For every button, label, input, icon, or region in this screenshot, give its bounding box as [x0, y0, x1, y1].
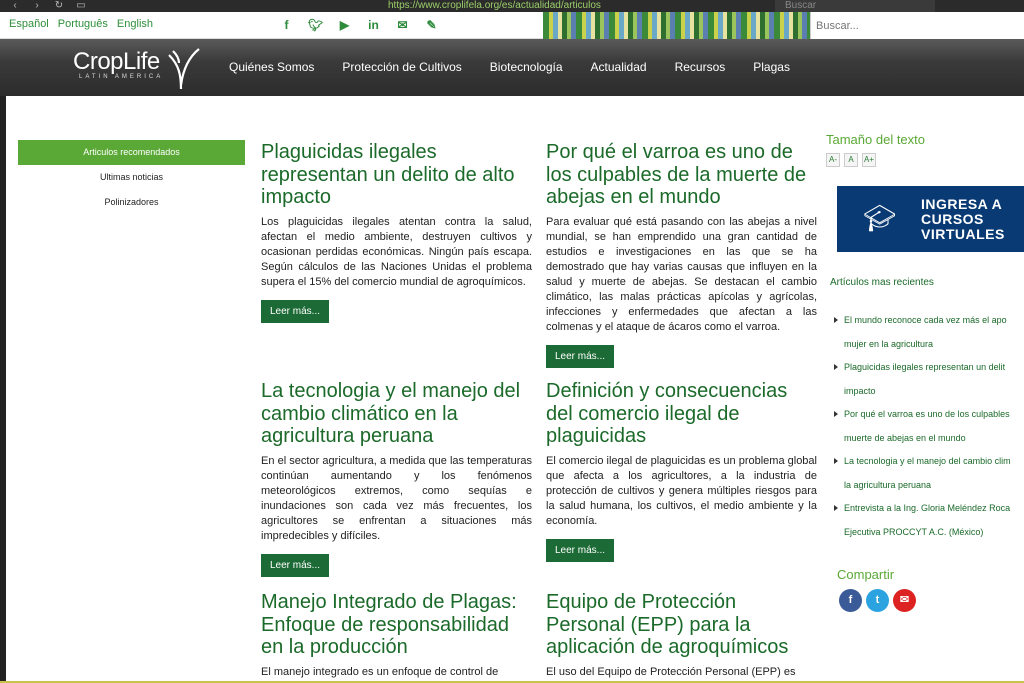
logo-subtitle: LATIN AMERICA [79, 74, 164, 80]
recent-article-link-cont[interactable]: Ejecutiva PROCCYT A.C. (México) [844, 526, 984, 537]
sidebar-item-polinizadores[interactable]: Polinizadores [104, 197, 159, 207]
nav-recursos[interactable]: Recursos [674, 60, 726, 74]
article-title[interactable]: La tecnologia y el manejo del cambio climático en la agricultura peruana [261, 380, 521, 447]
top-bar [0, 12, 1024, 39]
article-excerpt: Para evaluar qué está pasando con las abejas a nivel mundial, se han emprendido una gran cantidad de estudios e investigaciones en las que se ha demostrado que hay varias causas que influyen en la salud y muerte de abejas. Se destacan el cambio climático, las malas prácticas apícolas y agrícolas, infecciones y enfermedades que afectan a las colmenas y el ataque de ácaros como el varroa. [546, 215, 817, 333]
browser-chrome [0, 0, 1024, 12]
share-title: Compartir [837, 567, 895, 582]
banner-text: INGRESA A CURSOS VIRTUALES [921, 196, 1005, 242]
article-title[interactable]: Equipo de Protección Personal (EPP) para la aplicación de agroquímicos [546, 591, 789, 658]
article-excerpt: En el sector agricultura, a medida que las temperaturas continúan aumentando y los fenómenos meteorológicos extremos, como sequías e inundaciones son cada vez más frecuentes, los agricultores se enfrentan a situaciones más impredecibles y difíciles. [261, 454, 532, 542]
article-excerpt: El uso del Equipo de Protección Personal (EPP) es [546, 665, 796, 678]
croplife-logo[interactable] [73, 48, 163, 80]
leaf-icon [161, 45, 201, 89]
pencil-icon[interactable]: ✎ [426, 18, 437, 32]
article-title[interactable]: Manejo Integrado de Plagas: Enfoque de responsabilidad en la producción [261, 591, 517, 658]
language-selector [9, 18, 153, 30]
article-card [546, 380, 817, 562]
virtual-courses-banner[interactable] [837, 186, 1024, 252]
browser-search-input[interactable]: Buscar [775, 0, 935, 12]
language-pt[interactable]: Português [57, 18, 108, 30]
read-more-button[interactable]: Leer más... [261, 554, 329, 577]
main-nav [229, 60, 818, 74]
graduation-cap-icon: 🎓︎ [863, 203, 897, 233]
site-header [0, 39, 1024, 96]
article-excerpt: El comercio ilegal de plaguicidas es un problema global que afecta a los agricultores, a la industria de protección de cultivos y genera múltiples riesgos para la salud humana, los cultivos, el medio ambiente y la economía. [546, 454, 817, 527]
facebook-icon[interactable]: f [284, 18, 289, 32]
text-size-title: Tamaño del texto [826, 132, 926, 147]
nav-quienes-somos[interactable]: Quiénes Somos [229, 60, 315, 74]
text-size-panel [826, 132, 1024, 167]
nav-proteccion-cultivos[interactable]: Protección de Cultivos [342, 60, 462, 74]
share-buttons [839, 589, 916, 612]
email-icon[interactable]: ✉ [893, 589, 916, 612]
sidebar-item-articulos-recomendados[interactable]: Articulos recomendados [18, 140, 245, 165]
sidebar-item-ultimas-noticias[interactable]: Ultimas noticias [99, 172, 164, 182]
recent-articles-title: Artículos mas recientes [830, 277, 934, 288]
reload-icon[interactable]: ↻ [54, 0, 64, 11]
article-card [546, 591, 817, 680]
youtube-icon[interactable]: ▶ [339, 18, 350, 32]
email-icon[interactable]: ✉ [397, 18, 408, 32]
recent-article-link[interactable]: Plaguicidas ilegales representan un delit [833, 356, 1024, 380]
nav-actualidad[interactable]: Actualidad [590, 60, 647, 74]
twitter-icon[interactable]: t [866, 589, 889, 612]
nav-biotecnologia[interactable]: Biotecnología [489, 60, 563, 74]
forward-icon[interactable]: › [35, 0, 39, 11]
language-es[interactable]: Español [9, 18, 49, 30]
read-more-button[interactable]: Leer más... [546, 345, 614, 368]
social-links [272, 17, 446, 33]
recent-article-link[interactable]: El mundo reconoce cada vez más el apo [833, 309, 1024, 333]
article-card [261, 380, 532, 577]
url-bar[interactable]: https://www.croplifela.org/es/actualidad/articulos [388, 0, 601, 11]
facebook-icon[interactable]: f [839, 589, 862, 612]
language-en[interactable]: English [116, 18, 153, 30]
read-more-button[interactable]: Leer más... [261, 300, 329, 323]
logo-text: CropLife [73, 48, 160, 75]
recent-article-link[interactable]: Por qué el varroa es uno de los culpables [833, 403, 1024, 427]
text-size-reset-button[interactable]: A [844, 153, 858, 167]
recent-article-link-cont[interactable]: impacto [844, 385, 876, 396]
article-excerpt: El manejo integrado es un enfoque de control de [261, 665, 499, 678]
recent-articles-list [833, 309, 1024, 544]
article-card [546, 141, 817, 368]
decorative-banner [543, 12, 810, 39]
article-excerpt: Los plaguicidas ilegales atentan contra la salud, afectan el medio ambiente, destruyen cultivos y ocasionan perdidas económicas. Ningún país escapa. Según cálculos de las Naciones Unidas el problema supera el 15% del comercio mundial de agroquímicos. [261, 215, 532, 288]
read-more-button[interactable]: Leer más... [546, 539, 614, 562]
nav-plagas[interactable]: Plagas [753, 60, 790, 74]
text-size-buttons [826, 153, 1024, 167]
article-card [261, 141, 532, 323]
recent-article-link-cont[interactable]: muerte de abejas en el mundo [844, 432, 966, 443]
recent-article-link-cont[interactable]: mujer en la agricultura [844, 338, 934, 349]
text-size-increase-button[interactable]: A+ [862, 153, 876, 167]
twitter-icon[interactable]: 🐦︎ [307, 18, 324, 32]
recent-article-link[interactable]: Entrevista a la Ing. Gloria Meléndez Roca [833, 497, 1024, 521]
recent-article-link-cont[interactable]: la agricultura peruana [844, 479, 932, 490]
article-title[interactable]: Plaguicidas ilegales representan un delito de alto impacto [261, 141, 515, 208]
recent-article-link[interactable]: La tecnologia y el manejo del cambio clim [833, 450, 1024, 474]
sidebar-menu [18, 140, 245, 215]
trash-icon[interactable]: ▭ [76, 0, 86, 11]
text-size-decrease-button[interactable]: A- [826, 153, 840, 167]
back-icon[interactable]: ‹ [13, 0, 17, 11]
article-card [261, 591, 532, 680]
search-input[interactable] [810, 12, 1024, 39]
article-title[interactable]: Definición y consecuencias del comercio ilegal de plaguicidas [546, 380, 788, 447]
article-title[interactable]: Por qué el varroa es uno de los culpables de la muerte de abejas en el mundo [546, 141, 807, 208]
left-edge [0, 96, 6, 683]
linkedin-icon[interactable]: in [368, 18, 379, 32]
